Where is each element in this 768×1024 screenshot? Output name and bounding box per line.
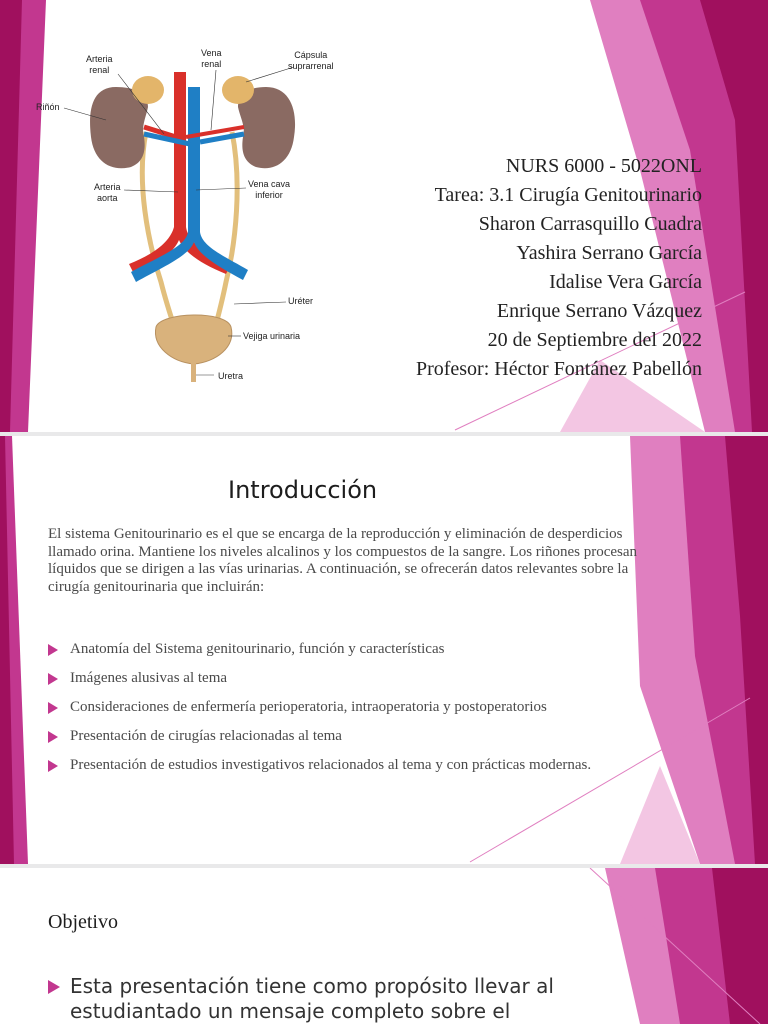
triangle-bullet-icon <box>48 760 58 772</box>
course-code: NURS 6000 - 5022ONL <box>505 155 702 177</box>
list-item: Imágenes alusivas al tema <box>48 669 648 688</box>
assignment-title: Tarea: 3.1 Cirugía Genitourinario <box>434 184 702 206</box>
date: 20 de Septiembre del 2022 <box>487 329 702 351</box>
list-item: Anatomía del Sistema genitourinario, función y características <box>48 640 648 659</box>
triangle-bullet-icon <box>48 644 58 656</box>
list-item: Esta presentación tiene como propósito llevar al estudiantado un mensaje completo sobre el <box>48 974 608 1024</box>
label-vena-renal: Vena renal <box>201 48 222 69</box>
list-item: Consideraciones de enfermería perioperatoria, intraoperatoria y postoperatorios <box>48 698 648 717</box>
professor: Profesor: Héctor Fontánez Pabellón <box>415 358 702 380</box>
triangle-bullet-icon <box>48 980 60 994</box>
objective-slide <box>0 868 768 1024</box>
intro-bullet-list <box>48 640 648 785</box>
label-arteria-renal: Arteria renal <box>86 54 113 75</box>
author-name: Enrique Serrano Vázquez <box>496 300 702 322</box>
urinary-system-diagram <box>36 42 346 392</box>
intro-paragraph: El sistema Genitourinario es el que se encarga de la reproducción y eliminación de desperdicios llamado orina. Mantiene los niveles alcalinos y los compuestos de la sangre. Los riñones procesan líquidos que se dirigen a las vías urinarias. A continuación, se ofrecerán datos relevantes sobre la cirugía genitourinaria que incluirán: <box>48 526 638 595</box>
list-item: Presentación de cirugías relacionadas al tema <box>48 727 648 746</box>
triangle-bullet-icon <box>48 731 58 743</box>
objective-title: Objetivo <box>48 911 118 933</box>
author-name: Yashira Serrano García <box>516 242 702 264</box>
label-uretra: Uretra <box>218 371 244 381</box>
label-ureter: Uréter <box>288 296 314 306</box>
label-arteria-aorta: Arteria aorta <box>94 182 121 203</box>
triangle-bullet-icon <box>48 673 58 685</box>
intro-title: Introducción <box>228 476 378 504</box>
intro-slide <box>0 436 768 864</box>
triangle-bullet-icon <box>48 702 58 714</box>
list-item: Presentación de estudios investigativos relacionados al tema y con prácticas modernas. <box>48 756 648 775</box>
label-vena-cava: Vena cava inferior <box>248 179 291 200</box>
title-block <box>416 152 702 384</box>
label-rinon: Riñón <box>36 102 60 112</box>
title-slide <box>0 0 768 432</box>
author-name: Idalise Vera García <box>549 271 702 293</box>
label-vejiga: Vejiga urinaria <box>243 331 301 341</box>
author-name: Sharon Carrasquillo Cuadra <box>478 213 702 235</box>
label-capsula-suprarrenal: Cápsula suprarrenal <box>288 50 334 71</box>
